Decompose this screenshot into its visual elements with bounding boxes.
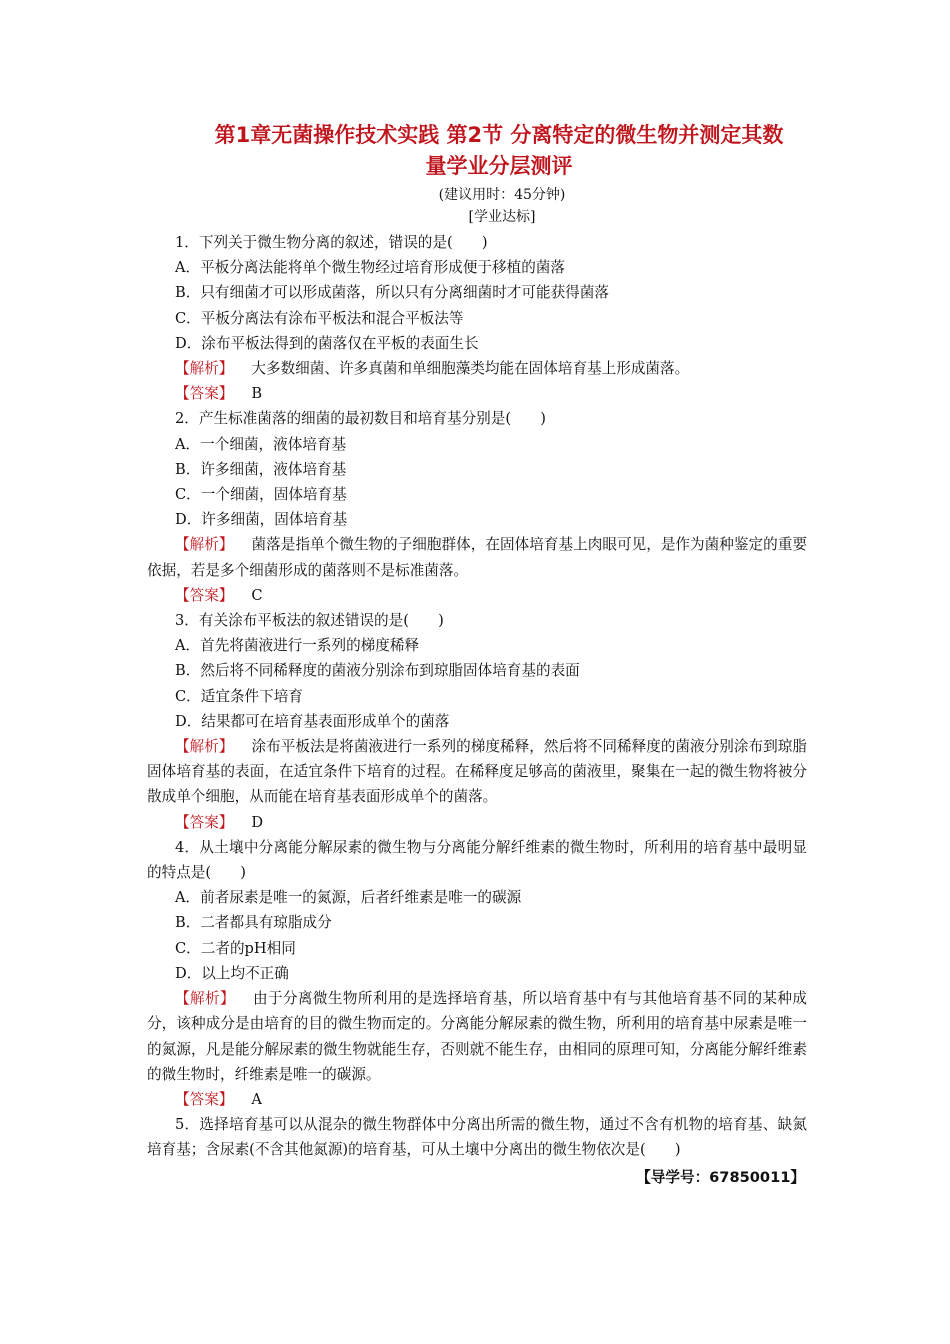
answer-label: 【答案】 xyxy=(175,1090,234,1108)
guide-number: 【导学号：67850011】 xyxy=(636,1168,805,1186)
question-stem: 4．从土壤中分离能分解尿素的微生物与分离能分解纤维素的微生物时，所利用的培育基中最明显的特点是( ) xyxy=(147,838,807,882)
option-a: A．首先将菌液进行一系列的梯度稀释 xyxy=(175,637,420,655)
option-b: B．许多细菌，液体培育基 xyxy=(175,460,347,478)
answer-line xyxy=(147,810,807,835)
answer-label: 【答案】 xyxy=(175,586,234,604)
question-stem: 5．选择培育基可以从混杂的微生物群体中分离出所需的微生物，通过不含有机物的培育基、缺氮培育基；含尿素(不含其他氮源)的培育基，可从土壤中分离出的微生物依次是( ) xyxy=(147,1116,807,1159)
analysis-text: 由于分离微生物所利用的是选择培育基，所以培育基中有与其他培育基不同的某种成分，该种成分是由培育的目的微生物而定的。分离能分解尿素的微生物，所利用的培育基中尿素是唯一的氮源，凡是能分解尿素的微生物就能生存，否则就不能生存，由相同的原理可知，分离能分解纤维素的微生物时，纤维素是唯一的碳源。 xyxy=(147,990,807,1083)
analysis-text: 涂布平板法是将菌液进行一系列的梯度稀释，然后将不同稀释度的菌液分别涂布到琼脂固体培育基的表面，在适宜条件下培育的过程。在稀释度足够高的菌液里，聚集在一起的微生物将被分散成单个细胞，从而能在培育基表面形成单个的菌落。 xyxy=(147,738,807,806)
analysis-label: 【解析】 xyxy=(175,990,235,1008)
option-c: C．适宜条件下培育 xyxy=(175,687,303,705)
option-b: B．只有细菌才可以形成菌落，所以只有分离细菌时才可能获得菌落 xyxy=(175,284,609,302)
analysis-label: 【解析】 xyxy=(175,536,234,554)
option-c: C．一个细菌，固体培育基 xyxy=(175,486,347,504)
question-2 xyxy=(147,406,807,608)
answer-label: 【答案】 xyxy=(175,385,234,403)
answer-value: B xyxy=(251,385,263,403)
option-c: C．二者的pH相同 xyxy=(175,939,296,957)
analysis-paragraph xyxy=(147,734,807,810)
title-line-2: 量学业分层测评 xyxy=(425,154,573,178)
option-d: D．涂布平板法得到的菌落仅在平板的表面生长 xyxy=(175,334,479,352)
option-d: D．以上均不正确 xyxy=(175,964,289,982)
analysis-paragraph xyxy=(147,532,807,582)
analysis-label: 【解析】 xyxy=(175,738,234,756)
answer-value: D xyxy=(251,813,264,831)
answer-line xyxy=(147,381,807,406)
question-stem: 3．有关涂布平板法的叙述错误的是( ) xyxy=(175,612,444,630)
question-stem: 1．下列关于微生物分离的叙述，错误的是( ) xyxy=(175,234,488,251)
analysis-label: 【解析】 xyxy=(175,360,234,378)
suggested-time: (建议用时：45分钟) xyxy=(438,187,566,203)
question-3 xyxy=(147,608,807,835)
option-d: D．结果都可在培育基表面形成单个的菌落 xyxy=(175,712,450,730)
answer-value: C xyxy=(251,586,263,604)
question-5 xyxy=(147,1112,807,1189)
option-a: A．平板分离法能将单个微生物经过培育形成便于移植的菌落 xyxy=(175,259,565,277)
option-b: B．二者都具有琼脂成分 xyxy=(175,914,332,932)
answer-line xyxy=(147,1087,807,1112)
option-a: A．一个细菌，液体培育基 xyxy=(175,435,347,453)
analysis-paragraph xyxy=(147,986,807,1087)
document-page xyxy=(147,120,807,1190)
answer-line xyxy=(147,583,807,608)
option-c: C．平板分离法有涂布平板法和混合平板法等 xyxy=(175,309,464,327)
answer-label: 【答案】 xyxy=(175,813,234,831)
section-heading: [学业达标] xyxy=(468,209,536,225)
question-4 xyxy=(147,835,807,1112)
option-d: D．许多细菌，固体培育基 xyxy=(175,511,348,529)
option-b: B．然后将不同稀释度的菌液分别涂布到琼脂固体培育基的表面 xyxy=(175,662,580,680)
answer-value: A xyxy=(251,1090,262,1108)
question-stem: 2．产生标准菌落的细菌的最初数目和培育基分别是( ) xyxy=(175,410,546,428)
option-a: A．前者尿素是唯一的氮源，后者纤维素是唯一的碳源 xyxy=(175,889,522,907)
analysis-text: 菌落是指单个微生物的子细胞群体，在固体培育基上肉眼可见，是作为菌种鉴定的重要依据，若是多个细菌形成的菌落则不是标准菌落。 xyxy=(147,536,807,579)
document-title xyxy=(147,120,807,182)
analysis-paragraph xyxy=(147,356,807,381)
analysis-text: 大多数细菌、许多真菌和单细胞藻类均能在固体培育基上形成菌落。 xyxy=(251,360,690,378)
title-line-1: 第1章无菌操作技术实践 第2节 分离特定的微生物并测定其数 xyxy=(214,123,784,147)
question-1 xyxy=(147,230,807,406)
